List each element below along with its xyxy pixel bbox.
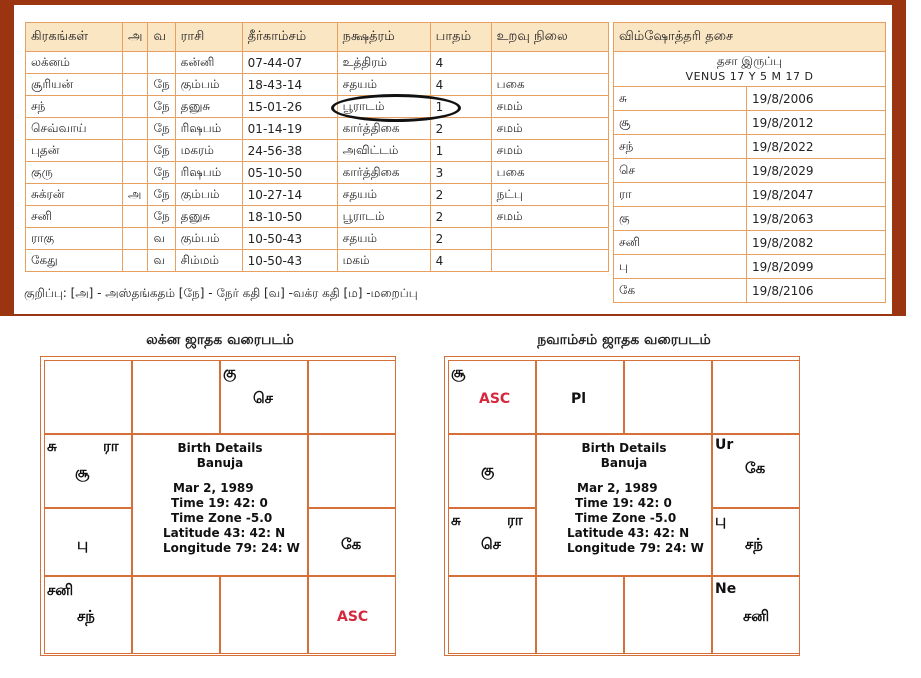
table-cell: சதயம் xyxy=(337,184,430,206)
dasa-date: 19/8/2063 xyxy=(747,207,886,231)
dasa-date: 19/8/2047 xyxy=(747,183,886,207)
table-cell: நே xyxy=(148,96,175,118)
lagna-planet-kethu: கே xyxy=(341,535,362,553)
table-cell xyxy=(491,250,608,272)
navamsa-house-8 xyxy=(624,576,712,654)
table-cell: சதயம் xyxy=(337,74,430,96)
lagna-bd-title: Birth Details xyxy=(177,441,263,455)
table-cell: 10-50-43 xyxy=(242,228,337,250)
table-cell: 4 xyxy=(430,52,491,74)
table-cell: 10-50-43 xyxy=(242,250,337,272)
table-cell: 01-14-19 xyxy=(242,118,337,140)
header-longitude: தீர்காம்சம் xyxy=(242,23,337,52)
table-cell: சமம் xyxy=(491,96,608,118)
navamsa-house-9 xyxy=(536,576,624,654)
dasa-row xyxy=(614,183,886,207)
navamsa-bd-latitude: Latitude 43: 42: N xyxy=(567,526,690,540)
table-cell: சூரியன் xyxy=(26,74,123,96)
table-cell: பகை xyxy=(491,74,608,96)
navamsa-planet-uranus: Ur xyxy=(715,437,734,453)
dasa-date: 19/8/2029 xyxy=(747,159,886,183)
table-row xyxy=(26,162,609,184)
dasa-balance-label: தசா இருப்பு xyxy=(716,54,783,68)
table-cell xyxy=(123,162,148,184)
table-cell: ராகு xyxy=(26,228,123,250)
dasa-balance-caption xyxy=(614,52,886,87)
table-row xyxy=(26,184,609,206)
table-cell: பகை xyxy=(491,162,608,184)
lagna-house-3 xyxy=(220,360,308,434)
table-cell: மகம் xyxy=(337,250,430,272)
dasa-planet: சந் xyxy=(614,135,747,159)
dasa-row xyxy=(614,207,886,231)
dasa-table xyxy=(613,22,886,303)
dasa-header: விம்ஷோத்தரி தசை xyxy=(614,23,886,52)
table-cell: 2 xyxy=(430,184,491,206)
table-cell: 07-44-07 xyxy=(242,52,337,74)
table-cell xyxy=(123,74,148,96)
navamsa-house-2 xyxy=(536,360,624,434)
dasa-row xyxy=(614,231,886,255)
planet-position-table xyxy=(25,22,609,272)
navamsa-planet-budhan: பு xyxy=(715,511,727,529)
table-row xyxy=(26,74,609,96)
navamsa-bd-lines xyxy=(567,481,704,556)
table-row xyxy=(26,250,609,272)
table-cell: கும்பம் xyxy=(175,228,242,250)
dasa-row xyxy=(614,111,886,135)
dasa-row xyxy=(614,87,886,111)
table-cell xyxy=(123,206,148,228)
lagna-house-5 xyxy=(308,434,396,508)
table-cell: 05-10-50 xyxy=(242,162,337,184)
table-cell: அவிட்டம் xyxy=(337,140,430,162)
table-cell: தனுசு xyxy=(175,206,242,228)
header-nakshatra: நக்ஷத்ரம் xyxy=(337,23,430,52)
lagna-planet-sani: சனி xyxy=(47,581,74,599)
table-cell: நே xyxy=(148,74,175,96)
table-cell: 2 xyxy=(430,206,491,228)
table-cell: 4 xyxy=(430,74,491,96)
navamsa-bd-name: Banuja xyxy=(600,456,648,470)
table-cell: 3 xyxy=(430,162,491,184)
table-cell: லக்னம் xyxy=(26,52,123,74)
navamsa-house-12 xyxy=(448,434,536,508)
table-cell xyxy=(491,228,608,250)
dasa-balance-value: VENUS 17 Y 5 M 17 D xyxy=(685,70,814,83)
table-row xyxy=(26,118,609,140)
table-cell: 1 xyxy=(430,96,491,118)
lagna-bd-latitude: Latitude 43: 42: N xyxy=(163,526,286,540)
table-cell: கும்பம் xyxy=(175,74,242,96)
lagna-house-9 xyxy=(132,576,220,654)
dasa-planet: செ xyxy=(614,159,747,183)
navamsa-planet-chandran: சந் xyxy=(745,535,763,553)
legend-note: குறிப்பு: [அ] - அஸ்தங்கதம் [நே] - நேர் கதி [வ] -வக்ர கதி [ம] -மறைப்பு xyxy=(24,286,418,300)
table-cell: சமம் xyxy=(491,206,608,228)
navamsa-house-7 xyxy=(712,576,800,654)
navamsa-bd-time: Time 19: 42: 0 xyxy=(575,496,672,510)
table-cell: சந் xyxy=(26,96,123,118)
navamsa-bd-date: Mar 2, 1989 xyxy=(577,481,658,495)
table-cell xyxy=(491,52,608,74)
dasa-planet: சு xyxy=(614,87,747,111)
table-cell: 1 xyxy=(430,140,491,162)
table-cell xyxy=(123,96,148,118)
table-cell: நே xyxy=(148,162,175,184)
table-cell: 18-43-14 xyxy=(242,74,337,96)
lagna-chart-title: லக்ன ஜாதக வரைபடம் xyxy=(146,332,294,348)
table-cell: பூராடம் xyxy=(337,206,430,228)
navamsa-chart xyxy=(444,356,800,656)
table-cell: 18-10-50 xyxy=(242,206,337,228)
header-pada: பாதம் xyxy=(430,23,491,52)
dasa-planet: கு xyxy=(614,207,747,231)
dasa-row xyxy=(614,159,886,183)
table-cell xyxy=(123,250,148,272)
dasa-row xyxy=(614,279,886,303)
navamsa-bd-timezone: Time Zone -5.0 xyxy=(575,511,677,525)
header-rasi: ராசி xyxy=(175,23,242,52)
lagna-planet-budhan: பு xyxy=(77,535,89,553)
table-cell: மகரம் xyxy=(175,140,242,162)
navamsa-planet-pluto: Pl xyxy=(571,391,587,407)
dasa-row xyxy=(614,135,886,159)
navamsa-chart-title: நவாம்சம் ஜாதக வரைபடம் xyxy=(537,332,711,348)
lagna-bd-lines xyxy=(163,481,300,556)
table-cell: பூராடம் xyxy=(337,96,430,118)
navamsa-ascendant-label: ASC xyxy=(479,391,511,407)
table-cell xyxy=(148,52,175,74)
lagna-chart xyxy=(40,356,396,656)
table-cell: வ xyxy=(148,228,175,250)
navamsa-planet-suriyan: சூ xyxy=(451,363,466,381)
navamsa-bd-longitude: Longitude 79: 24: W xyxy=(567,541,704,555)
dasa-date: 19/8/2099 xyxy=(747,255,886,279)
dasa-date: 19/8/2082 xyxy=(747,231,886,255)
table-cell xyxy=(123,140,148,162)
table-cell: கார்த்திகை xyxy=(337,162,430,184)
lagna-planet-sevvai: செ xyxy=(253,389,273,407)
header-planet: கிரகங்கள் xyxy=(26,23,123,52)
navamsa-planet-sevvai: செ xyxy=(481,535,501,553)
table-cell: குரு xyxy=(26,162,123,184)
table-cell: வ xyxy=(148,250,175,272)
table-cell: ரிஷபம் xyxy=(175,162,242,184)
table-cell: 24-56-38 xyxy=(242,140,337,162)
table-cell: நே xyxy=(148,118,175,140)
table-cell: 10-27-14 xyxy=(242,184,337,206)
lagna-planet-guru: கு xyxy=(223,363,237,381)
navamsa-planet-rahu: ரா xyxy=(507,511,523,529)
navamsa-planet-sani: சனி xyxy=(743,607,770,625)
navamsa-house-6 xyxy=(712,508,800,576)
table-cell xyxy=(123,228,148,250)
table-cell: உத்திரம் xyxy=(337,52,430,74)
table-cell: சுக்ரன் xyxy=(26,184,123,206)
dasa-caption-row xyxy=(614,52,886,87)
lagna-bd-date: Mar 2, 1989 xyxy=(173,481,254,495)
table-cell: சிம்மம் xyxy=(175,250,242,272)
table-cell: கார்த்திகை xyxy=(337,118,430,140)
dasa-planet: கே xyxy=(614,279,747,303)
table-row xyxy=(26,228,609,250)
table-cell: அ xyxy=(123,184,148,206)
navamsa-house-5 xyxy=(712,434,800,508)
lagna-house-12 xyxy=(44,434,132,508)
table-cell xyxy=(123,118,148,140)
navamsa-house-11 xyxy=(448,508,536,576)
table-cell: நே xyxy=(148,206,175,228)
lagna-house-7 xyxy=(308,576,396,654)
dasa-date: 19/8/2006 xyxy=(747,87,886,111)
table-cell: 2 xyxy=(430,228,491,250)
dasa-date: 19/8/2022 xyxy=(747,135,886,159)
table-cell: நே xyxy=(148,184,175,206)
navamsa-bd-title: Birth Details xyxy=(581,441,667,455)
lagna-bd-longitude: Longitude 79: 24: W xyxy=(163,541,300,555)
navamsa-planet-neptune: Ne xyxy=(715,581,737,597)
table-cell: சதயம் xyxy=(337,228,430,250)
table-cell: கும்பம் xyxy=(175,184,242,206)
dasa-planet: பு xyxy=(614,255,747,279)
table-cell: தனுசு xyxy=(175,96,242,118)
lagna-bd-name: Banuja xyxy=(196,456,244,470)
highlight-oval-annotation xyxy=(331,94,461,122)
table-cell: ரிஷபம் xyxy=(175,118,242,140)
navamsa-planet-guru: கு xyxy=(481,461,495,479)
dasa-date: 19/8/2106 xyxy=(747,279,886,303)
table-cell xyxy=(123,52,148,74)
header-vakra: வ xyxy=(148,23,175,52)
table-row xyxy=(26,52,609,74)
lagna-house-2 xyxy=(132,360,220,434)
dasa-row xyxy=(614,255,886,279)
navamsa-house-3 xyxy=(624,360,712,434)
table-cell: சமம் xyxy=(491,118,608,140)
table-cell: சனி xyxy=(26,206,123,228)
table-cell: 15-01-26 xyxy=(242,96,337,118)
lagna-planet-rahu: ரா xyxy=(103,437,119,455)
lagna-birth-details xyxy=(132,434,308,576)
navamsa-house-1 xyxy=(448,360,536,434)
dasa-planet: ரா xyxy=(614,183,747,207)
table-cell: 2 xyxy=(430,118,491,140)
header-relation: உறவு நிலை xyxy=(491,23,608,52)
lagna-planet-suriyan: சூ xyxy=(75,463,90,481)
dasa-header-row xyxy=(614,23,886,52)
table-cell: கன்னி xyxy=(175,52,242,74)
dasa-date: 19/8/2012 xyxy=(747,111,886,135)
dasa-planet: சூ xyxy=(614,111,747,135)
table-cell: கேது xyxy=(26,250,123,272)
navamsa-planet-kethu: கே xyxy=(745,459,766,477)
table-cell: நே xyxy=(148,140,175,162)
lagna-bd-time: Time 19: 42: 0 xyxy=(171,496,268,510)
lagna-house-8 xyxy=(220,576,308,654)
lagna-house-1 xyxy=(44,360,132,434)
lagna-house-11 xyxy=(44,508,132,576)
navamsa-house-10 xyxy=(448,576,536,654)
lagna-ascendant-label: ASC xyxy=(337,609,369,625)
table-row xyxy=(26,140,609,162)
lagna-house-6 xyxy=(308,508,396,576)
table-row xyxy=(26,96,609,118)
dasa-planet: சனி xyxy=(614,231,747,255)
header-asta: அ xyxy=(123,23,148,52)
table-cell: செவ்வாய் xyxy=(26,118,123,140)
table-cell: புதன் xyxy=(26,140,123,162)
navamsa-planet-sukran: சு xyxy=(451,511,461,529)
lagna-planet-chandran: சந் xyxy=(77,607,95,625)
lagna-bd-timezone: Time Zone -5.0 xyxy=(171,511,273,525)
table-cell: 4 xyxy=(430,250,491,272)
table-cell: நட்பு xyxy=(491,184,608,206)
lagna-planet-sukran: சு xyxy=(47,437,57,455)
planet-table-header-row xyxy=(26,23,609,52)
lagna-house-10 xyxy=(44,576,132,654)
navamsa-birth-details xyxy=(536,434,712,576)
table-cell: சமம் xyxy=(491,140,608,162)
table-row xyxy=(26,206,609,228)
lagna-house-4 xyxy=(308,360,396,434)
navamsa-house-4 xyxy=(712,360,800,434)
